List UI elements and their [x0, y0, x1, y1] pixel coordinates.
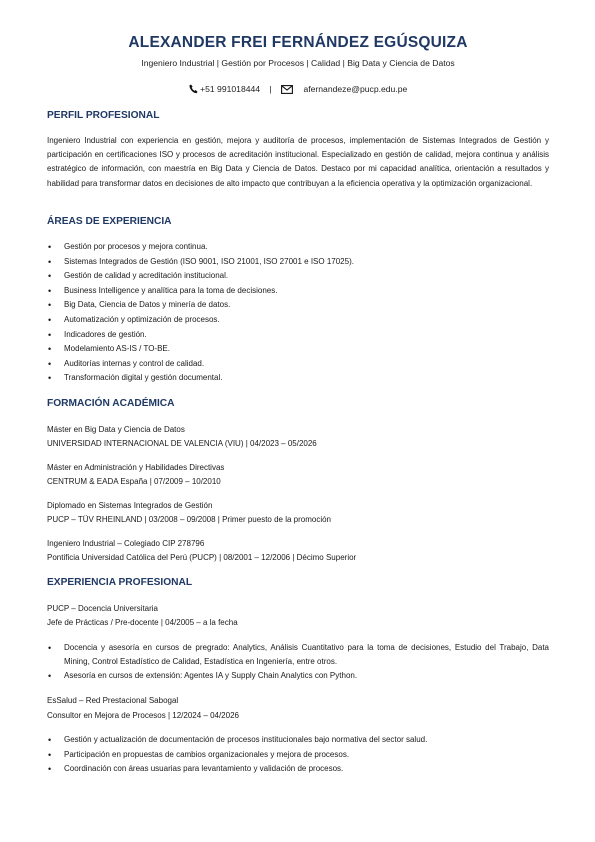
job-organization: PUCP – Docencia Universitaria	[47, 604, 159, 613]
list-item: • Gestión y actualización de documentación de procesos institucionales bajo normativa del sector salud.	[47, 733, 549, 748]
job-bullets	[47, 733, 549, 777]
list-item: • Gestión de calidad y acreditación institucional.	[47, 269, 549, 284]
education-degree: Máster en Administración y Habilidades Directivas	[47, 463, 225, 472]
list-item: • Participación en propuestas de cambios organizacionales y mejora de procesos.	[47, 748, 549, 763]
education-heading: FORMACIÓN ACADÉMICA	[47, 398, 175, 409]
phone-number[interactable]: +51 991018444	[200, 84, 261, 94]
candidate-name: ALEXANDER FREI FERNÁNDEZ EGÚSQUIZA	[128, 34, 468, 51]
headline: Ingeniero Industrial | Gestión por Procesos | Calidad | Big Data y Ciencia de Datos	[141, 58, 455, 68]
list-item: • Business Intelligence y analítica para la toma de decisiones.	[47, 284, 549, 299]
profile-text: Ingeniero Industrial con experiencia en gestión, mejora y auditoría de procesos, implementación de Sistemas Integrados de Gestión y participación en certificaciones ISO y procesos de acreditación institucional. Especializado en gestión de calidad, mejora continua y análisis estratégico de información, con maestría en Big Data y Ciencia de Datos. Destaco por mi capacidad analítica, orientación a resultados y habilidad para transformar datos en decisiones de alto impacto que contribuyan a la eficiencia operativa y la optimización organizacional.	[47, 136, 549, 188]
list-item: • Automatización y optimización de procesos.	[47, 313, 549, 328]
list-item: • Modelamiento AS-IS / TO-BE.	[47, 342, 549, 357]
education-degree: Ingeniero Industrial – Colegiado CIP 278796	[47, 539, 205, 548]
contact-separator: |	[269, 84, 272, 94]
expertise-list	[47, 240, 549, 386]
job-bullets	[47, 641, 549, 684]
experience-heading: EXPERIENCIA PROFESIONAL	[47, 577, 193, 588]
phone-icon	[189, 84, 198, 96]
education-degree: Diplomado en Sistemas Integrados de Gestión	[47, 501, 213, 510]
list-item: • Sistemas Integrados de Gestión (ISO 9001, ISO 21001, ISO 27001 e ISO 17025).	[47, 255, 549, 270]
list-item: • Docencia y asesoría en cursos de pregrado: Analytics, Análisis Cuantitativo para la toma de decisiones, Estudio del Trabajo, Data Mining, Control Estadístico de Calidad, Estadística en Ingeniería, entre otros.	[47, 641, 549, 669]
education-detail: PUCP – TÜV RHEINLAND | 03/2008 – 09/2008 | Primer puesto de la promoción	[47, 515, 332, 524]
list-item: • Coordinación con áreas usuarias para levantamiento y validación de procesos.	[47, 762, 549, 777]
education-detail: CENTRUM & EADA España | 07/2009 – 10/2010	[47, 477, 221, 486]
email-link[interactable]: afernandeze@pucp.edu.pe	[303, 84, 408, 94]
envelope-icon	[281, 85, 293, 96]
profile-heading: PERFIL PROFESIONAL	[47, 110, 160, 121]
list-item: • Asesoría en cursos de extensión: Agentes IA y Supply Chain Analytics con Python.	[47, 669, 549, 683]
education-degree: Máster en Big Data y Ciencia de Datos	[47, 425, 185, 434]
expertise-heading: ÁREAS DE EXPERIENCIA	[47, 216, 172, 227]
education-detail: UNIVERSIDAD INTERNACIONAL DE VALENCIA (VIU) | 04/2023 – 05/2026	[47, 439, 317, 448]
education-detail: Pontificia Universidad Católica del Perú (PUCP) | 08/2001 – 12/2006 | Décimo Superior	[47, 553, 357, 562]
job-organization: EsSalud – Red Prestacional Sabogal	[47, 696, 179, 705]
contact-line	[47, 84, 549, 96]
list-item: • Auditorías internas y control de calidad.	[47, 357, 549, 372]
job-role: Jefe de Prácticas / Pre-docente | 04/2005 – a la fecha	[47, 618, 238, 627]
job-role: Consultor en Mejora de Procesos | 12/2024 – 04/2026	[47, 711, 239, 720]
list-item: • Indicadores de gestión.	[47, 328, 549, 343]
list-item: • Gestión por procesos y mejora continua.	[47, 240, 549, 255]
list-item: • Big Data, Ciencia de Datos y minería de datos.	[47, 298, 549, 313]
list-item: • Transformación digital y gestión documental.	[47, 371, 549, 386]
